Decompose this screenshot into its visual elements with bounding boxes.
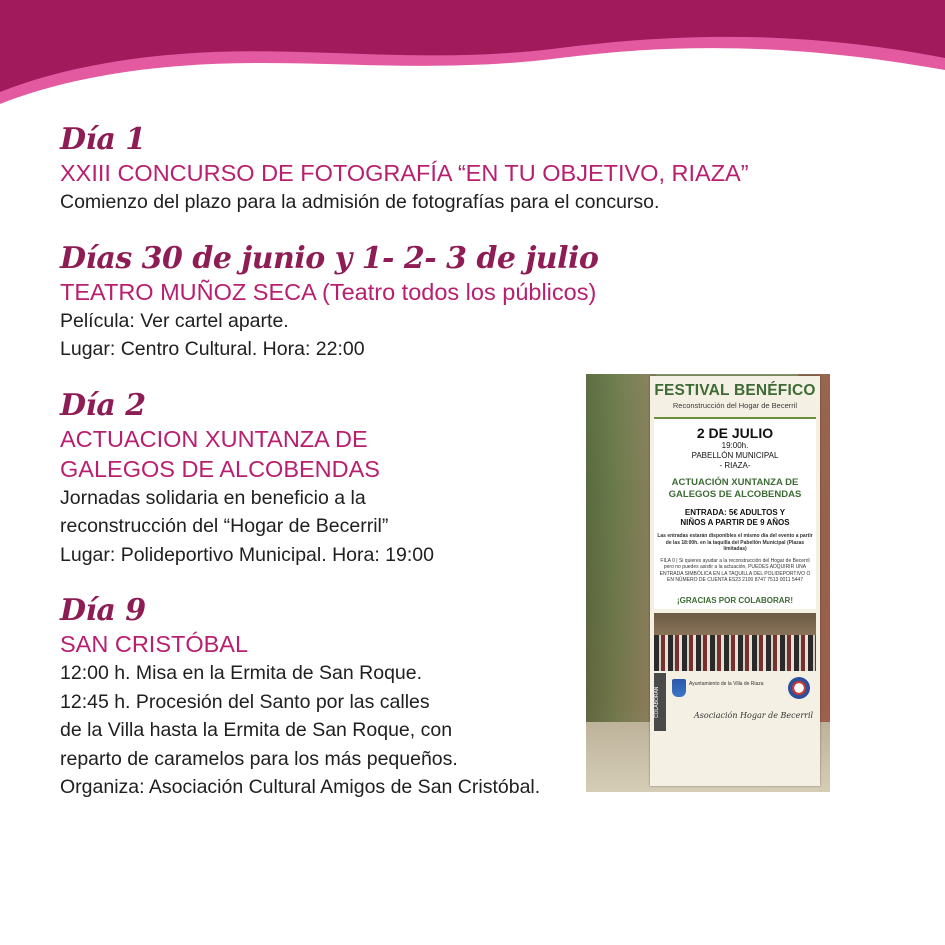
poster-thanks: ¡GRACIAS POR COLABORAR!: [677, 595, 793, 605]
poster-signature: Asociación Hogar de Becerril: [694, 710, 814, 720]
event-detail: reparto de caramelos para los más pequeños.: [60, 747, 458, 770]
festival-poster-image: [586, 374, 830, 792]
poster-sheet: [650, 376, 820, 786]
poster-act-line: ACTUACIÓN XUNTANZA DE: [671, 477, 799, 488]
event-day-9: [60, 593, 620, 802]
poster-subtitle: Reconstrucción del Hogar de Becerril: [672, 401, 798, 410]
day-heading: Día 2: [60, 387, 146, 423]
event-title: XXIII CONCURSO DE FOTOGRAFÍA “EN TU OBJETIVO, RIAZA”: [60, 160, 749, 186]
poster-info-panel: [654, 417, 816, 609]
event-detail: 12:00 h. Misa en la Ermita de San Roque.: [60, 662, 423, 684]
town-crest-icon: [672, 679, 686, 697]
poster-date: 2 DE JULIO: [696, 425, 774, 441]
poster-town: - RIAZA-: [719, 461, 751, 470]
header-wave: [0, 0, 945, 110]
poster-sponsors: [654, 673, 816, 733]
event-detail: Organiza: Asociación Cultural Amigos de San Cristóbal.: [60, 776, 541, 798]
poster-title: FESTIVAL BENÉFICO: [654, 382, 816, 399]
event-detail: Película: Ver cartel aparte.: [60, 309, 289, 332]
poster-act-line: GALEGOS DE ALCOBENDAS: [668, 489, 802, 500]
poster-entry-line: ENTRADA: 5€ ADULTOS Y: [684, 508, 786, 517]
event-detail: Comienzo del plazo para la admisión de fotografías para el concurso.: [60, 191, 660, 213]
event-title: GALEGOS DE ALCOBENDAS: [60, 455, 380, 482]
event-detail: de la Villa hasta la Ermita de San Roque, con: [60, 719, 453, 741]
event-day-1: [60, 122, 749, 217]
event-detail: Lugar: Polideportivo Municipal. Hora: 19:00: [60, 543, 434, 566]
association-seal-icon: [788, 677, 810, 699]
day-heading: Días 30 de junio y 1- 2- 3 de julio: [60, 240, 599, 276]
event-detail: Jornadas solidaria en beneficio a la: [60, 486, 366, 509]
poster-time: 19:00h.: [721, 441, 749, 450]
event-detail: Lugar: Centro Cultural. Hora: 22:00: [60, 338, 365, 360]
event-day-2: [60, 388, 620, 570]
poster-fila0-text: FILA 0 | Si quieres ayudar a la reconstrucción del Hogar de Becerril pero no puedes asistir a la actuación, PUEDES ADQUIRIR UNA ENTRADA SIMBÓLICA EN LA TAQUILLA DEL POLIDEPORTIVO O EN NÚMERO DE CUENTA ES23 2100 8747 7513 0011 5447: [659, 557, 811, 583]
poster-colabora-strip: COLABORAN: [654, 673, 666, 731]
poster-entry-line: NIÑOS A PARTIR DE 9 AÑOS: [680, 518, 790, 527]
poster-info-text: Las entradas estarán disponibles el mismo día del evento a partir de las 18:00h. en la taquilla del Pabellón Municipal (Plazas limitadas): [657, 533, 813, 552]
event-detail: reconstrucción del “Hogar de Becerril”: [60, 515, 389, 537]
poster-ayto-text: Ayuntamiento de la Villa de Riaza: [689, 680, 764, 687]
event-title: ACTUACION XUNTANZA DE: [60, 425, 368, 452]
day-heading: Día 9: [60, 593, 146, 628]
event-title: SAN CRISTÓBAL: [60, 631, 249, 657]
event-detail: 12:45 h. Procesión del Santo por las calles: [60, 690, 430, 713]
poster-group-photo: [654, 613, 816, 671]
event-title: TEATRO MUÑOZ SECA (Teatro todos los públicos): [60, 278, 597, 305]
day-heading: Día 1: [60, 122, 146, 157]
poster-venue: PABELLÓN MUNICIPAL: [691, 451, 779, 460]
event-day-30: [60, 241, 620, 364]
